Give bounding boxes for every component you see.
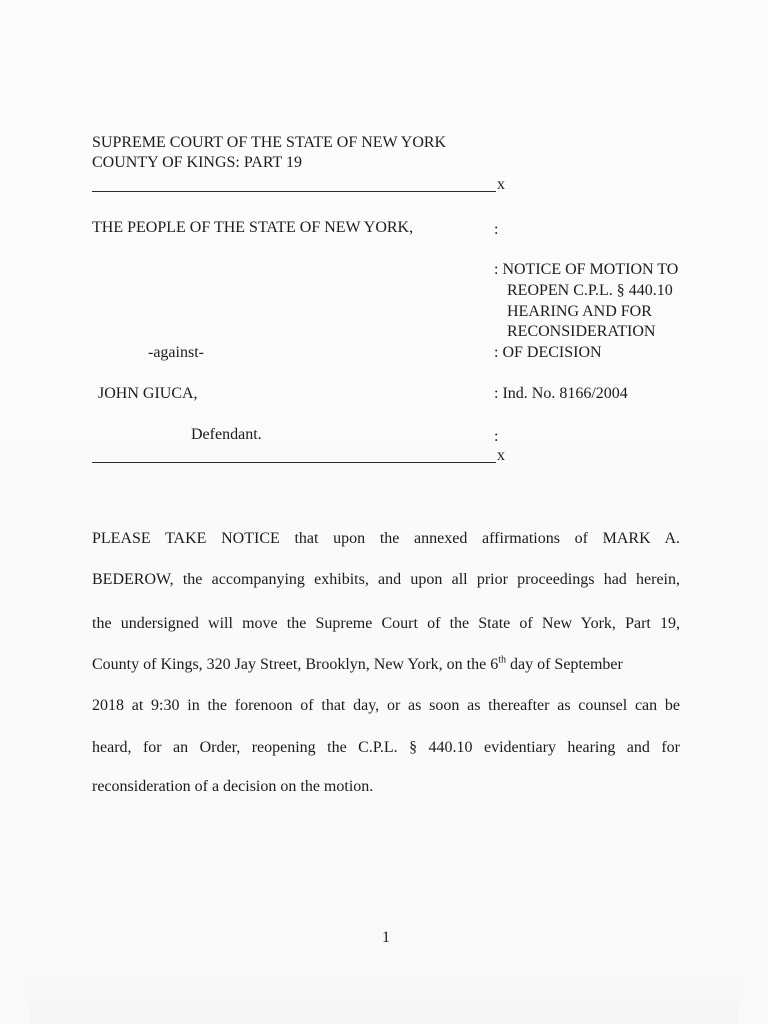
caption-bottom-x: x: [497, 447, 505, 464]
body-line-3: the undersigned will move the Supreme Court of the State of New York, Part 19,: [92, 615, 680, 632]
body-line-4-end: day of September: [506, 656, 623, 673]
index-number: : Ind. No. 8166/2004: [494, 385, 628, 402]
body-line-6: heard, for an Order, reopening the C.P.L. § 440.10 evidentiary hearing and for: [92, 739, 680, 756]
caption-top-x: x: [497, 176, 505, 193]
body-line-1: PLEASE TAKE NOTICE that upon the annexed affirmations of MARK A.: [92, 530, 680, 547]
body-line-4: [92, 655, 680, 675]
body-line-5: 2018 at 9:30 in the forenoon of that day, or as soon as thereafter as counsel can be: [92, 697, 680, 714]
motion-title-line-2: REOPEN C.P.L. § 440.10: [507, 282, 673, 299]
court-name-line: SUPREME COURT OF THE STATE OF NEW YORK: [92, 134, 447, 151]
motion-title-line-3: HEARING AND FOR: [507, 303, 652, 320]
against-label: -against-: [148, 344, 204, 361]
caption-colon-2: :: [494, 428, 499, 445]
caption-top-rule: [92, 191, 496, 192]
caption-colon-1: :: [494, 221, 499, 238]
court-county-line: COUNTY OF KINGS: PART 19: [92, 154, 303, 171]
defendant-name: JOHN GIUCA,: [98, 385, 198, 402]
defendant-label: Defendant.: [191, 426, 262, 443]
body-line-2: BEDEROW, the accompanying exhibits, and upon all prior proceedings had herein,: [92, 571, 680, 588]
page-number: 1: [382, 929, 390, 946]
paper-shadow: [30, 970, 738, 1024]
people-line: THE PEOPLE OF THE STATE OF NEW YORK,: [92, 219, 414, 236]
ordinal-suffix: th: [498, 654, 506, 666]
motion-title-line-5: : OF DECISION: [494, 344, 602, 361]
body-line-7: reconsideration of a decision on the motion.: [92, 778, 374, 795]
motion-title-line-4: RECONSIDERATION: [507, 323, 656, 340]
caption-bottom-rule: [92, 462, 496, 463]
motion-title-line-1: : NOTICE OF MOTION TO: [494, 261, 679, 278]
body-line-4-start: County of Kings, 320 Jay Street, Brooklyn, New York, on the 6: [92, 656, 499, 673]
